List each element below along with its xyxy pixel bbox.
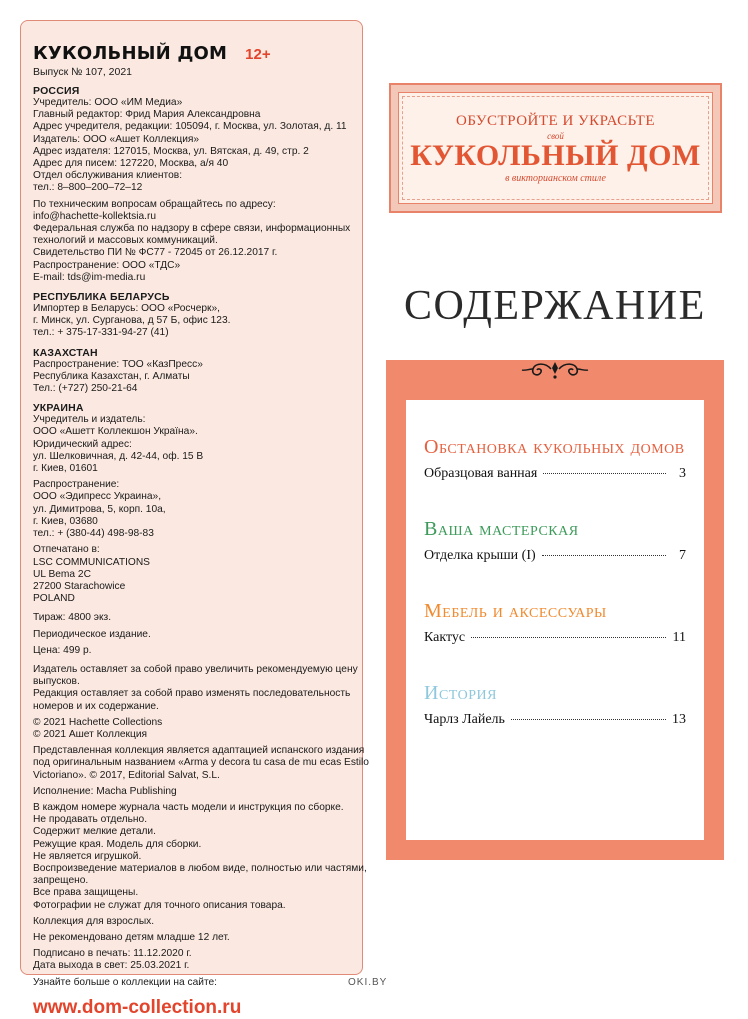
logo-inner xyxy=(398,92,713,204)
copyright-line: © 2021 Ашет Коллекция xyxy=(33,728,148,740)
toc-heading: Обстановка кукольных домов xyxy=(424,436,685,458)
toc-leader xyxy=(542,555,666,556)
logo-main: КУКОЛЬНЫЙ ДОМ xyxy=(410,138,701,172)
imprint-line: г. Минск, ул. Сурганова, д 57 Б, офис 123. xyxy=(33,315,231,327)
imprint-title-row xyxy=(33,43,350,64)
imprint-line: г. Киев, 03680 xyxy=(33,515,98,527)
warning-line: В каждом номере журнала часть модели и инструкция по сборке. xyxy=(33,801,344,813)
toc-page-number: 3 xyxy=(679,466,686,481)
contents-title: СОДЕРЖАНИЕ xyxy=(404,283,706,329)
toc-page-number: 7 xyxy=(679,548,686,563)
section-kazakhstan: КАЗАХСТАН xyxy=(33,346,98,359)
execution: Исполнение: Macha Publishing xyxy=(33,785,177,797)
signed-date: Подписано в печать: 11.12.2020 г. xyxy=(33,948,192,960)
toc-list xyxy=(406,400,704,840)
imprint-line: Издатель оставляет за собой право увеличить рекомендуемую цену xyxy=(33,663,358,675)
toc-page-number: 11 xyxy=(672,630,686,645)
imprint-line: Адрес издателя: 127015, Москва, ул. Вятская, д. 49, стр. 2 xyxy=(33,145,309,157)
imprint-line: Адрес учредителя, редакции: 105094, г. Москва, ул. Золотая, д. 11 xyxy=(33,121,347,133)
periodical: Периодическое издание. xyxy=(33,628,151,640)
toc-leader xyxy=(471,637,666,638)
imprint-line: Представленная коллекция является адаптацией испанского издания xyxy=(33,745,365,757)
tech-email[interactable]: info@hachette-kollektsia.ru xyxy=(33,210,157,222)
warning-line: Содержит мелкие детали. xyxy=(33,826,156,838)
imprint-line: г. Киев, 01601 xyxy=(33,463,98,475)
toc-leader xyxy=(543,473,666,474)
warning-line: Все права защищены. xyxy=(33,887,139,899)
imprint-line: Юридический адрес: xyxy=(33,438,132,450)
release-date: Дата выхода в свет: 25.03.2021 г. xyxy=(33,960,190,972)
imprint-line: Victoriano». © 2017, Editorial Salvat, S.L. xyxy=(33,769,220,781)
imprint-line: Распространение: xyxy=(33,479,120,491)
imprint-line: POLAND xyxy=(33,593,75,605)
section-russia: РОССИЯ xyxy=(33,85,80,97)
russia-tech-lines xyxy=(33,199,350,284)
toc-leader xyxy=(511,719,666,720)
imprint-line: Учредитель: ООО «ИМ Медиа» xyxy=(33,97,183,108)
imprint-line: Главный редактор: Фрид Мария Александровна xyxy=(33,109,261,121)
warning-line: Воспроизведение материалов в любом виде, полностью или частями, xyxy=(33,862,367,874)
imprint-line: Отпечатано в: xyxy=(33,544,100,556)
imprint-line: Издатель: ООО «Ашет Коллекция» xyxy=(33,133,200,145)
imprint-line: Учредитель и издатель: xyxy=(33,414,146,426)
toc-entry[interactable] xyxy=(424,712,686,728)
toc-entry[interactable] xyxy=(424,548,686,564)
imprint-line: UL Bema 2C xyxy=(33,568,91,580)
circulation: Тираж: 4800 экз. xyxy=(33,612,112,624)
imprint-line: Адрес для писем: 127220, Москва, а/я 40 xyxy=(33,158,229,170)
toc-heading: История xyxy=(424,682,497,704)
imprint-line: тел.: 8–800–200–72–12 xyxy=(33,182,143,194)
price: Цена: 499 р. xyxy=(33,644,92,656)
imprint-line: Республика Казахстан, г. Алматы xyxy=(33,370,190,382)
imprint-line: номеров и их содержание. xyxy=(33,700,159,712)
toc-heading: Ваша мастерская xyxy=(424,518,579,540)
russia-lines xyxy=(33,97,350,195)
warning-line: Не является игрушкой. xyxy=(33,850,142,862)
imprint-line: LSC COMMUNICATIONS xyxy=(33,556,150,568)
imprint-line: Импортер в Беларусь: ООО «Росчерк», xyxy=(33,303,220,315)
imprint-line: ул. Шелковичная, д. 42-44, оф. 15 В xyxy=(33,450,204,462)
ornament-icon xyxy=(521,360,589,380)
imprint-line: технологий и массовых коммуникаций. xyxy=(33,235,218,247)
toc-entry-label: Отделка крыши (I) xyxy=(424,548,536,563)
imprint-line: Федеральная служба по надзору в сфере связи, информационных xyxy=(33,223,351,235)
toc-section xyxy=(424,518,686,564)
age-rating: 12+ xyxy=(245,46,271,63)
imprint-line: Распространение: ТОО «КазПресс» xyxy=(33,358,203,370)
imprint-line: Свидетельство ПИ № ФС77 - 72045 от 26.12.2017 г. xyxy=(33,247,278,259)
imprint-line: выпусков. xyxy=(33,676,80,688)
warning-line: Режущие края. Модель для сборки. xyxy=(33,838,202,850)
section-belarus: РЕСПУБЛИКА БЕЛАРУСЬ xyxy=(33,291,170,304)
imprint-line: под оригинальным названием «Arma y decora tu casa de mu ecas Estilo xyxy=(33,757,369,769)
imprint-line: Отдел обслуживания клиентов: xyxy=(33,170,183,182)
website-link[interactable]: www.dom-collection.ru xyxy=(33,996,242,1018)
issue-number: Выпуск № 107, 2021 xyxy=(33,66,133,78)
toc-heading: Мебель и аксессуары xyxy=(424,600,607,622)
toc-section xyxy=(424,436,686,482)
imprint-line: тел.: + 375-17-331-94-27 (41) xyxy=(33,327,169,339)
toc-entry-label: Образцовая ванная xyxy=(424,466,538,481)
adults-only: Коллекция для взрослых. xyxy=(33,915,155,927)
toc-entry[interactable] xyxy=(424,630,686,646)
toc-entry-label: Кактус xyxy=(424,630,466,645)
watermark: OKI.BY xyxy=(348,977,388,988)
copyright-line: © 2021 Hachette Collections xyxy=(33,716,163,728)
imprint-line: По техническим вопросам обращайтесь по адресу: xyxy=(33,198,276,210)
age-warning: Не рекомендовано детям младше 12 лет. xyxy=(33,931,230,943)
magazine-title: КУКОЛЬНЫЙ ДОМ xyxy=(33,43,228,64)
toc-section xyxy=(424,682,686,728)
imprint-line: Тел.: (+727) 250-21-64 xyxy=(33,383,138,395)
imprint-line: Распространение: ООО «ТДС» xyxy=(33,259,181,271)
logo-sub: в викторианском стиле xyxy=(505,172,606,184)
imprint-line: Редакция оставляет за собой право изменять последовательность xyxy=(33,688,351,700)
toc-section xyxy=(424,600,686,646)
imprint-line: 27200 Starachowice xyxy=(33,580,126,592)
warning-line: Фотографии не служат для точного описания товара. xyxy=(33,899,286,911)
toc-entry[interactable] xyxy=(424,466,686,482)
collection-logo xyxy=(389,83,722,213)
toc-page-number: 13 xyxy=(672,712,686,727)
toc-frame xyxy=(386,360,724,860)
logo-line1: ОБУСТРОЙТЕ И УКРАСЬТЕ xyxy=(455,112,655,129)
warning-line: запрещено. xyxy=(33,875,89,887)
logo-small: свой xyxy=(547,130,564,141)
toc-entry-label: Чарлз Лайель xyxy=(424,712,505,727)
warning-line: Не продавать отдельно. xyxy=(33,814,148,826)
imprint-line: тел.: + (380-44) 498-98-83 xyxy=(33,528,154,540)
distribution-email[interactable]: E-mail: tds@im-media.ru xyxy=(33,271,146,283)
imprint-line: ул. Димитрова, 5, корп. 10а, xyxy=(33,503,166,515)
imprint-line: ООО «Эдипресс Украина», xyxy=(33,491,162,503)
learn-more: Узнайте больше о коллекции на сайте: xyxy=(33,976,217,988)
imprint-line: ООО «Ашетт Коллекшон Україна». xyxy=(33,426,198,438)
section-ukraine: УКРАИНА xyxy=(33,402,84,415)
